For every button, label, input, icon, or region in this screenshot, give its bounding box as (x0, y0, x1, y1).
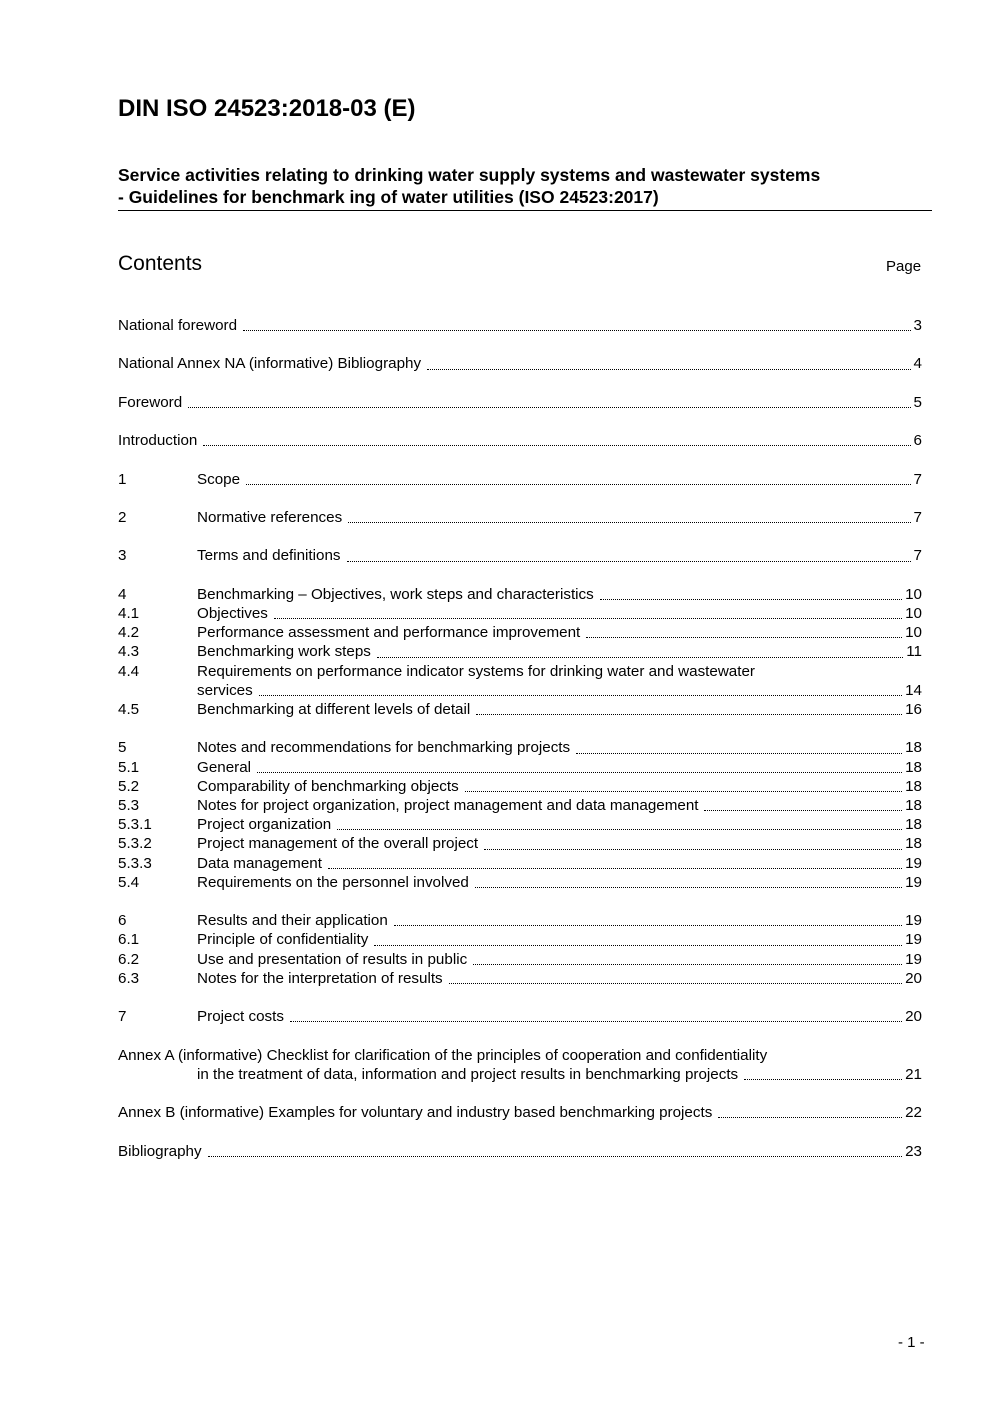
toc-entry[interactable] (118, 834, 922, 853)
toc-entry-number: 6.3 (118, 969, 140, 987)
toc-entry-page: 4 (913, 355, 922, 373)
toc-leader-dots (476, 714, 902, 715)
toc-entry-page: 19 (905, 950, 922, 968)
page-number: - 1 - (898, 1334, 925, 1351)
toc-entry-number: 6.2 (118, 950, 140, 968)
toc-entry-title: Notes and recommendations for benchmarking projects (197, 739, 571, 757)
toc-entry-number: 6 (118, 912, 127, 930)
toc-leader-dots (744, 1079, 902, 1080)
toc-entry-title: Annex B (informative) Examples for voluntary and industry based benchmarking projects (118, 1104, 713, 1122)
toc-entry-number: 4.2 (118, 624, 140, 642)
toc-entry-number: 6.1 (118, 931, 140, 949)
toc-entry-number: 5.3.3 (118, 854, 152, 872)
toc-leader-dots (427, 369, 910, 370)
toc-entry-page: 11 (906, 643, 922, 661)
toc-entry-page: 20 (905, 969, 922, 987)
toc-entry[interactable] (118, 854, 922, 873)
toc-entry-number: 2 (118, 508, 127, 526)
toc-entry-page: 18 (905, 777, 922, 795)
toc-entry-number: 4.4 (118, 662, 140, 680)
toc-entry-page: 6 (913, 432, 922, 450)
toc-entry-title: Use and presentation of results in public (197, 950, 468, 968)
toc-entry-title: Comparability of benchmarking objects (197, 777, 459, 795)
toc-entry-title: Scope (197, 470, 241, 488)
toc-entry[interactable] (118, 873, 922, 892)
toc-leader-dots (394, 925, 902, 926)
toc-leader-dots (473, 964, 902, 965)
toc-entry[interactable] (118, 930, 922, 949)
toc-entry-number: 4 (118, 585, 127, 603)
toc-entry[interactable] (118, 546, 922, 565)
toc-entry-title: Objectives (197, 604, 268, 622)
subtitle-line: - Guidelines for benchmark ing of water utilities (ISO 24523:2017) (118, 187, 659, 207)
toc-leader-dots (586, 637, 902, 638)
toc-entry-number: 4.1 (118, 604, 140, 622)
toc-entry[interactable] (118, 354, 922, 373)
toc-entry[interactable] (118, 470, 922, 489)
toc-entry-title: Benchmarking at different levels of detail (197, 700, 471, 718)
toc-entry-page: 18 (905, 796, 922, 814)
toc-entry[interactable] (118, 508, 922, 527)
toc-entry-number: 3 (118, 547, 127, 565)
toc-entry-title: Notes for the interpretation of results (197, 969, 443, 987)
toc-entry-number: 5.3 (118, 796, 140, 814)
toc-entry[interactable] (118, 642, 922, 661)
toc-entry-number: 5.4 (118, 873, 140, 891)
toc-entry-title: Data management (197, 854, 322, 872)
toc-entry-page: 19 (905, 912, 922, 930)
toc-entry-page: 16 (905, 700, 922, 718)
toc-leader-dots (328, 868, 902, 869)
toc-entry[interactable] (118, 316, 922, 335)
toc-entry-title: Project costs (197, 1008, 284, 1026)
toc-leader-dots (257, 772, 902, 773)
toc-entry-title: Notes for project organization, project management and data management (197, 796, 699, 814)
toc-leader-dots (475, 887, 902, 888)
toc-leader-dots (576, 753, 902, 754)
document-title: DIN ISO 24523:2018-03 (E) (118, 95, 416, 122)
toc-entry-page: 7 (913, 470, 922, 488)
toc-entry-number: 5.2 (118, 777, 140, 795)
toc-leader-dots (718, 1117, 902, 1118)
toc-leader-dots (274, 618, 902, 619)
toc-entry-title: Annex A (informative) Checklist for clarification of the principles of cooperation and confidentiality (118, 1046, 768, 1064)
toc-entry[interactable] (118, 700, 922, 719)
toc-entry[interactable] (118, 1103, 922, 1122)
toc-entry-page: 3 (913, 317, 922, 334)
toc-entry-page: 23 (905, 1142, 922, 1160)
toc-entry-page: 22 (905, 1104, 922, 1122)
toc-entry-page: 21 (905, 1065, 922, 1083)
toc-entry[interactable] (118, 393, 922, 412)
toc-entry-title: Performance assessment and performance improvement (197, 624, 581, 642)
contents-heading: Contents (118, 252, 203, 275)
toc-entry-title: Bibliography (118, 1142, 202, 1160)
toc-entry-title-continued: in the treatment of data, information and project results in benchmarking projects (197, 1065, 739, 1083)
toc-leader-dots (449, 983, 902, 984)
toc-entry-page: 7 (913, 508, 922, 526)
toc-entry-title: Results and their application (197, 912, 388, 930)
toc-entry[interactable] (118, 431, 922, 450)
toc-entry-page: 18 (905, 816, 922, 834)
toc-entry[interactable] (118, 950, 922, 969)
toc-leader-dots (337, 829, 902, 830)
toc-leader-dots (374, 945, 902, 946)
toc-entry-title: Terms and definitions (197, 547, 341, 565)
toc-entry[interactable] (118, 585, 922, 604)
toc-entry-page: 18 (905, 739, 922, 757)
toc-entry-title: Principle of confidentiality (197, 931, 369, 949)
toc-entry-page: 19 (905, 931, 922, 949)
toc-entry[interactable] (118, 777, 922, 796)
toc-entry[interactable] (118, 969, 922, 988)
toc-entry[interactable] (118, 738, 922, 757)
toc-leader-dots (246, 484, 910, 485)
toc-entry-title: Benchmarking work steps (197, 643, 371, 661)
toc-leader-dots (348, 522, 910, 523)
toc-entry-title-continued: services (197, 681, 253, 699)
table-of-contents (118, 316, 922, 1161)
toc-entry[interactable] (118, 604, 922, 623)
toc-leader-dots (347, 561, 911, 562)
toc-entry[interactable] (118, 911, 922, 930)
toc-leader-dots (290, 1021, 902, 1022)
toc-entry[interactable] (118, 1142, 922, 1161)
toc-entry-title: Benchmarking – Objectives, work steps and characteristics (197, 585, 594, 603)
toc-entry[interactable] (118, 815, 922, 834)
toc-entry[interactable] (118, 758, 922, 777)
toc-entry-title: Requirements on the personnel involved (197, 873, 469, 891)
toc-entry-page: 10 (905, 604, 922, 622)
toc-entry[interactable] (118, 623, 922, 642)
toc-entry-number: 4.5 (118, 700, 140, 718)
document-subtitle (118, 164, 932, 211)
toc-entry-title: Introduction (118, 432, 198, 450)
toc-leader-dots (259, 695, 902, 696)
toc-leader-dots (600, 599, 902, 600)
toc-leader-dots (465, 791, 902, 792)
toc-entry-page: 20 (905, 1008, 922, 1026)
toc-entry[interactable] (118, 1046, 922, 1084)
page-column-label: Page (886, 258, 922, 275)
toc-entry-title: Requirements on performance indicator systems for drinking water and wastewater (197, 662, 755, 680)
toc-entry-page: 19 (905, 873, 922, 891)
toc-entry-number: 1 (118, 470, 127, 488)
toc-entry-page: 5 (913, 393, 922, 411)
toc-entry-number: 4.3 (118, 643, 140, 661)
toc-entry-page: 14 (905, 681, 922, 699)
toc-entry-page: 7 (913, 547, 922, 565)
toc-entry-title: Normative references (197, 508, 343, 526)
toc-leader-dots (704, 810, 902, 811)
toc-entry-number: 5.3.2 (118, 835, 152, 853)
toc-entry-number: 5.1 (118, 758, 140, 776)
toc-entry-title: General (197, 758, 252, 776)
toc-entry-page: 18 (905, 835, 922, 853)
toc-entry-number: 7 (118, 1008, 127, 1026)
toc-entry-title: Project management of the overall project (197, 835, 479, 853)
toc-entry-title: Project organization (197, 816, 332, 834)
toc-leader-dots (377, 657, 903, 658)
toc-entry-page: 19 (905, 854, 922, 872)
toc-leader-dots (208, 1156, 903, 1157)
toc-entry-number: 5 (118, 739, 127, 757)
toc-entry-title: National Annex NA (informative) Bibliography (118, 355, 422, 373)
toc-entry-page: 10 (905, 624, 922, 642)
toc-leader-dots (203, 445, 910, 446)
toc-leader-dots (484, 849, 902, 850)
toc-entry-number: 5.3.1 (118, 816, 152, 834)
toc-entry-page: 10 (905, 585, 922, 603)
toc-leader-dots (188, 407, 910, 408)
toc-entry[interactable] (118, 662, 922, 700)
toc-entry-page: 18 (905, 758, 922, 776)
subtitle-line: Service activities relating to drinking water supply systems and wastewater systems (118, 165, 821, 185)
toc-entry[interactable] (118, 1007, 922, 1026)
toc-entry[interactable] (118, 796, 922, 815)
toc-entry-title: National foreword (118, 317, 238, 334)
toc-entry-title: Foreword (118, 393, 183, 411)
toc-leader-dots (243, 330, 911, 331)
